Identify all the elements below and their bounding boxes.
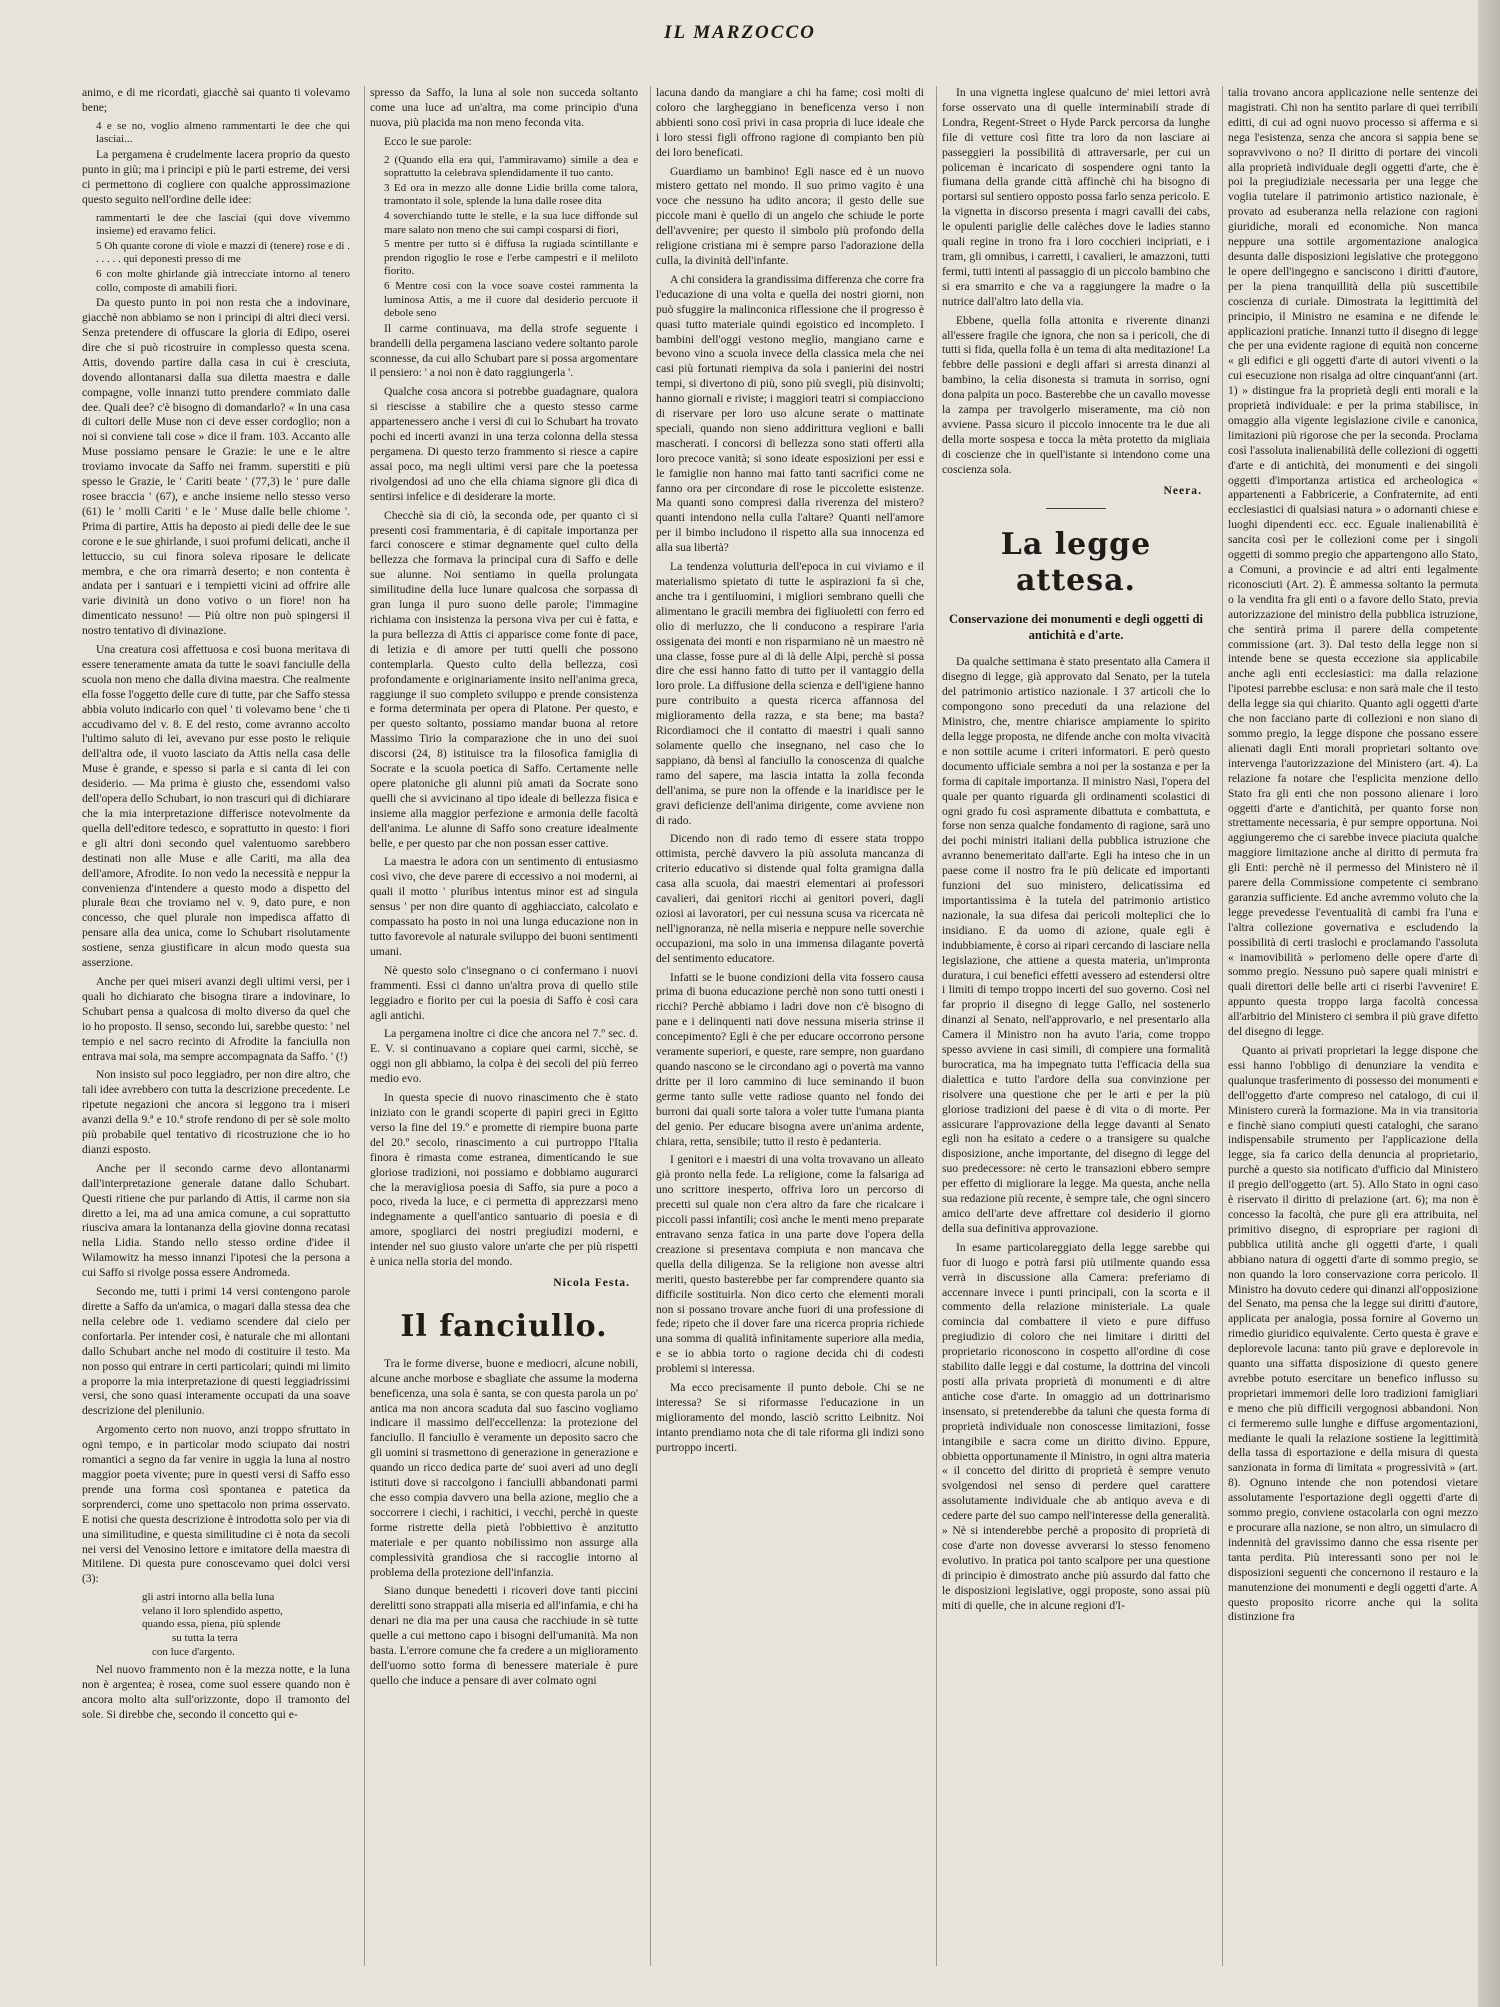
- scan-edge: [1478, 0, 1500, 2007]
- paragraph: Guardiamo un bambino! Egli nasce ed è un nuovo mistero gettato nel mondo. Il suo primo vagito è una voce che nessuno ha udito ancora; il gesto delle sue piccole mani è quello di un angelo che schiude le porte dell'avvenire; per questo il simbolo più profondo della religione cristiana mi è sempre parso l'adorazione della culla, la divinità dell'infante.: [656, 164, 924, 267]
- paragraph: lacuna dando da mangiare a chi ha fame; così molti di coloro che largheggiano in beneficenza verso i non abbienti sono così privi in casa propria di luce ideale che i loro stessi figli offrono ragione di compianto ben più dei loro beneficati.: [656, 86, 924, 159]
- paragraph: talia trovano ancora applicazione nelle sentenze dei magistrati. Chi non ha sentito parlare di quei terribili editti, di cui ad ogni nuovo processo si afferma e si nega l'esistenza, senza che ancora si sappia bene se sopravvivono o no? Il diritto di portare dei vincoli alla proprietà individuale degli oggetti d'arte, che è poi la pregiudiziale necessaria per una legge che voglia tutelare il patrimonio artistico nazionale, è provato ad esuberanza nella relazione con ragioni giuridiche, morali ed economiche. Non manca neppure una sottile argomentazione analogica desunta dalle disposizioni legislative che proteggono le opere dell'ingegno e sanciscono i diritti d'autore, per la piena tranquillità della più suscettibile coscienza di curiale. Dimostrata la legittimità del principio, il Ministro ne esamina e ne difende le applicazioni pratiche. Innanzi tutto il disegno di legge che per una evidente ragione di equità non concerne « gli edifici e gli oggetti d'arte di autori viventi o la cui esecuzione non risalga ad oltre cinquant'anni (art. 1) » distingue fra la proprietà degli enti morali e la proprietà individuale: e per la prima stabilisce, in omaggio alla vigente legislazione civile e canonica, limitazioni più rigorose che per la seconda. Proclama così l'assoluta inalienabilità delle collezioni di oggetti d'arte e di antichità, dei monumenti e dei singoli oggetti d'importanza artistica ed archeologica « appartenenti a Fabbricerie, a Confraternite, ad enti ecclesiastici di qualsiasi natura » o adornanti chiese e luoghi dipendenti ecc. ecc. Eguale inalienabilità è sancita così per le collezioni come per i singoli oggetti di sommo pregio che appartengono allo Stato, a Comuni, a provincie e ad altri enti legalmente riconosciuti (Art. 2). È ammessa soltanto la permuta o la vendita fra gli enti o a favore dello Stato, previa autorizzazione del ministro della pubblica istruzione, che sentirà prima il parere della competente commissione (art. 3). Dal testo della legge non si intende bene se questa eccezione sia applicabile anche agli enti ecclesiastici: ma dalla relazione l'ipotesi parrebbe esclusa: e non sarà male che il testo della legge sia qui chiarito. Quanto agli oggetti d'arte che non facciano parte di collezioni e non siano di sommo pregio, la legge dispone che possano essere alienati dagli Enti morali proprietari soltanto ove intervenga l'autorizzazione del Ministero (art. 4). La relazione fa notare che l'esplicita menzione dello Stato fra gli enti che non possono alienare i loro oggetti d'arte e d'antichità, per quanto forse non strettamente necessaria, è pur sempre opportuna. Noi aggiungeremo che ci sarebbe invece piaciuta qualche maggiore limitazione anche al diritto di permuta fra gli Enti: perchè nè il permesso del Ministero nè il parere della Commissione competente ci sembrano garanzia sufficiente. Ed anche avremmo voluto che la legge prevedesse l'eventualità di cambi fra l'una e l'altra collezione governativa e escludendo la possibilità di certi traslochi e proclamando l'assoluta « inamovibilità » perlomeno delle opere d'arte di sommo pregio. Nessuno può sapere quali ministri e quali direttori delle belle arti ci riserbi l'avvenire! E appunto questa troppo larga facoltà concessa all'arbitrio del Ministero ci sembra il più grave difetto del disegno di legge.: [1228, 86, 1478, 1039]
- verse: 6 Mentre così con la voce soave costei rammenta la luminosa Attis, a me il cuore dal desiderio percuote il debole seno: [384, 279, 638, 320]
- column-rule: [364, 86, 365, 1966]
- verse: 5 Oh quante corone di viole e mazzi di (tenere) rose e di . . . . . . qui deponesti presso di me: [96, 239, 350, 266]
- poem-line: quando essa, piena, più splende: [142, 1618, 281, 1631]
- article-title: Il fanciullo.: [400, 1308, 608, 1344]
- paragraph: Qualche cosa ancora si potrebbe guadagnare, qualora si riescisse a stabilire che a questo stesso carme appartenessero anche i versi di cui lo Schubart ha trovato pochi ed incerti avanzi in una terza colonna della stessa pergamena. Di questo terzo frammento si riesce a capire assai poco, ma negli ultimi versi pare che la poetessa rivolgendosi ad uno che ella chiama signore gli dica di sentirsi infelice e di desiderare la morte.: [370, 385, 638, 503]
- paragraph: Nè questo solo c'insegnano o ci confermano i nuovi frammenti. Essi ci danno un'altra prova di quello stile leggiadro e fiorito per cui la poesia di Saffo è così cara agli antichi.: [370, 963, 638, 1022]
- paragraph: Una creatura così affettuosa e così buona meritava di essere teneramente amata da tutte le soavi fanciulle della scuola non meno che dalla divina maestra. Che realmente ella fosse l'oggetto delle cure di tutte, par che Saffo stessa abbia voluto indicarlo con quel ' ti volevamo bene ' che ti accudivamo del v. 8. E del resto, come avranno accolto l'ultimo saluto di lei, avevano pur esse posto le reliquie dell'altra ode, il vuoto lasciato da Attis nella casa delle Muse è grande, e spesso si parla e si canta di lei con desiderio. — Ma prima è giusto che, essendomi valso dell'opera dello Schubart, io non trascuri qui di dichiarare che la mia interpretazione differisce notevolmente da quella dell'editore tedesco, e soprattutto in questo: i fiori e gli altri doni secondo quel valentuomo sarebbero destinati non alle Muse e alle Cariti, ma alla dea dell'amore, Afrodite. Io non vedo la necessità e neppur la convenienza d'intendere a questo modo a dispetto del plurale θεαι che troviamo nel v. 9, dato pure, e non concesso, che quel plurale non impedisca affatto di pensare alla dea unica, come lo Schubart risolutamente sostiene, senza giustificare in alcun modo questa sua asserzione.: [82, 643, 350, 970]
- paragraph: Da qualche settimana è stato presentato alla Camera il disegno di legge, già approvato dal Senato, per la tutela del patrimonio artistico nazionale. I 37 articoli che lo compongono sono preceduti da una relazione del Ministro, che, mentre chiarisce ampiamente lo spirito della legge proposta, ne difende anche con molta vivacità e non sottile acume i criteri informatori. E però questo documento ufficiale sembra a noi per la sostanza e per la forma di capitale importanza. Il ministro Nasi, l'opera del quale per quanto riguarda gli ordinamenti scolastici di ogni grado fu così aspramente dibattuta e combattuta, e forse non senza qualche fondamento di ragione, sarà uno dei pochi ministri italiani della pubblica istruzione che avranno benemeritato dall'arte. Egli ha inteso che in un paese come il nostro fra le più delicate ed importanti funzioni del suo ministero, delicatissima ed importantissima è la tutela del patrimonio artistico nazionale, la sua difesa dai pericoli molteplici che lo insidiano. E da uomo di azione, quale egli è indubbiamente, è corso ai ripari cercando di lasciare nella legislazione, che attiene a questa materia, un'impronta duratura, i cui benefici effetti avessero ad estendersi oltre i limiti di tempo troppo incerti del suo governo. Così nel far proprio il disegno di legge Gallo, nel sostenerlo dinanzi al Senato, nell'approvarlo, e nel presentarlo alla Camera il Ministro non ha avuto l'aria, come troppo spesso avviene in casi simili, di compiere una formalità burocratica, ma ha impegnato tutta l'efficacia della sua dialettica e tutto l'ardore della sua convinzione per risolvere una questione che per le arti e per la più gloriose tradizioni del paese è di vita o di morte. Per assicurare l'approvazione della legge davanti al Senato egli non ha esitato a cedere o a transigere su qualche disposizione, anche importante, del disegno di legge del suo predecessore: nè certo le transazioni ebbero sempre per effetto di migliorare la legge. Ma questa, anche nella sua redazione più recente, è sempre tale, che ogni sincero amico dell'arte deve affrettare col desiderio il giorno della sua definitiva approvazione.: [942, 655, 1210, 1235]
- paragraph: Infatti se le buone condizioni della vita fossero causa prima di buona educazione perchè non sono tutti onesti i ricchi? Perchè abbiamo i ladri dove non c'è bisogno di pane e i delinquenti nati dove nessuna miseria strinse il concepimento? Egli è che per educare occorrono persone veramente superiori, e queste, rare sempre, non guardano quando nascono se le circondano agi o povertà ma vanno dritte per il loro cammino di luce seminando il buon germe tanto sulle vette radiose quanto nel fondo dei burroni dai quali sorte talora a voler tutte l'umana pianta del genio. Per educare bisogna avere un'anima ardente, chiara, retta, sensibile; tutto il resto è pedanteria.: [656, 970, 924, 1148]
- verse: 6 con molte ghirlande già intrecciate intorno al tenero collo, composte di amabili fiori.: [96, 268, 350, 294]
- paragraph: I genitori e i maestri di una volta trovavano un alleato già pronto nella fede. La religione, come la falsariga ad uno scrittore inesperto, offriva loro un percorso di precetti sul quale non c'era altro da fare che ricalcare i piccoli passi infantili; così anche le menti meno preparate entravano senza fatica in una parte dove l'opera della creazione si presentava compiuta e non mancava che quella della diligenza. Se la religione non avesse altri meriti, questo basterebbe per far comprendere quanto sia difficile sostituirla. Non dico certo che elementi morali non si possano trovare anche fuori di una professione di fede; ripeto che il dover fare una ricerca propria richiede una somma di qualità infinitamente superiore alla media, e se io abbia torto o ragione decida chi di codesti problemi si interessa.: [656, 1153, 924, 1376]
- page-header: IL MARZOCCO: [664, 22, 816, 43]
- paragraph: Siano dunque benedetti i ricoveri dove tanti piccini derelitti sono strappati alla miseria ed all'infamia, e chi ha denari ne dia ma per una causa che racchiude in sè tutte quelle a cui mettono capo i bisogni dell'umanità. Ma non basta. L'errore comune che fa credere a un miglioramento dell'uomo sotto forma di benessere materiale è pure quello che induce a pensare di aver colmato ogni: [370, 1584, 638, 1687]
- paragraph: Da questo punto in poi non resta che a indovinare, giacchè non abbiamo se non i principi di altri dieci versi. Senza pretendere di offuscare la gloria di Edipo, oserei dire che si può ricostruire in complesso questa scena. Attis, dovendo partire dalla casa in cui è cresciuta, dovendo allontanarsi dalla sua diletta maestra e dalle compagne, volle innanzi tutto prendere commiato dalle dee. Quali dee? c'è bisogno di domandarlo? « In una casa di cultori delle Muse non ci deve esser cordoglio; non a noi si conviene tali cose » dice il fram. 103. Accanto alle Muse possiamo pensare le Grazie: le une e le altre troviamo invocate da Saffo nei framm. superstiti e più spesso le Grazie, le ' Cariti beate ' (77,3) le ' pure dalle rosee braccia ' (67), e anche insieme nello stesso verso (61) le ' molli Cariti ' e le ' Muse dalle belle chiome '. Prima di partire, Attis ha deposto ai piedi delle dee le sue corone e le sue ghirlande, i suoi profumi delicati, anche il lettuccio, su cui finora soleva riposare le delicate membra, e che ora rimarrà deserto; e non contenta è andata per i santuari e i tempietti vicini ad offrire alle varie divinità un dono votivo o un fiore! non ha dimenticato nessuno! — Più oltre non può spingersi il nostro tentativo di divinazione.: [82, 296, 350, 638]
- signature: Neera.: [1163, 483, 1202, 497]
- verse: 3 Ed ora in mezzo alle donne Lidie brilla come talora, tramontato il sole, splende la luna dalle rosee dita: [384, 181, 638, 208]
- column-1: [82, 86, 350, 1966]
- column-4: [942, 86, 1210, 1966]
- paragraph: In esame particolareggiato della legge sarebbe qui fuor di luogo e potrà farsi più utilmente quando essa verrà in discussione alla Camera: preferiamo di accennare invece i punti principali, con la scorta e il commento della relazione ministeriale. La quale comincia dal combattere il vieto e pure diffuso pregiudizio di coloro che nei limitare i diritti del proprietario riconoscono in cospetto all'ordine di cose stabilito dalle leggi e dal costume, la dottrina del vincoli posti alla privata proprietà di monumenti e di altre antiche cose d'arte. In omaggio ad un dottrinarismo insensato, si pretenderebbe da taluni che questa forma di proprietà individuale non conoscesse limitazioni, fosse intangibile e sacra come un diritto divino. Eppure, obbietta opportunamente il Ministro, in ogni altra materia « il concetto del diritto di proprietà è sempre venuto svolgendosi nel senso di perdere quel carattere assolutamente individuale che ab antiquo aveva e di cedere parte del suo campo nell'interesse della generalità. » Nè si intenderebbe perchè a proposito di proprietà di cose d'arte non dovesse avverarsi lo stesso fenomeno evolutivo. In pratica poi tanto scalpore per una questione di principio è dimostrato anche più assurdo dal fatto che le disposizioni legislative, oggi proposte, sono assai più miti di quelle, che in alcune regioni d'I-: [942, 1240, 1210, 1612]
- verse: 2 (Quando ella era qui, l'ammiravamo) simile a dea e soprattutto la celebrava splendidamente il tuo canto.: [384, 153, 638, 180]
- column-rule: [936, 86, 937, 1966]
- column-5: [1228, 86, 1478, 1966]
- poem-quote: [82, 1591, 350, 1659]
- verse: rammentarti le dee che lasciai (qui dove vivemmo insieme) ed eravamo felici.: [96, 211, 350, 238]
- paragraph: Nel nuovo frammento non è la mezza notte, e la luna non è argentea; è rosea, come suol essere quando non è ancora molto alta sull'orizzonte, dopo il tramonto del sole. Si direbbe che, secondo il concetto qui e-: [82, 1663, 350, 1721]
- paragraph: Ebbene, quella folla attonita e riverente dinanzi all'essere fragile che ignora, che non sa i pericoli, che di tutti si fida, quella folla è un tema di alta meditazione! La febbre delle passioni e degli affari si arresta dinanzi al bambino, la celia disonesta si tramuta in sorriso, ogni dona palpita un poco. Basterebbe che un cavallo movesse la zampa per travolgerlo miseramente, ma ciò non avviene. Passa sicuro il piccolo innocente tra le due ali della morte sospesa e tocca la mèta protetto da migliaia di coscienze che in quell'istante si intendono come una coscienza sola.: [942, 313, 1210, 476]
- signature: Nicola Festa.: [553, 1275, 630, 1289]
- verse: 5 mentre per tutto si è diffusa la rugiada scintillante e prendon rigoglio le rose e l'erbe campestri e il meliloto fiorito.: [384, 238, 638, 278]
- article-subtitle: Conservazione dei monumenti e degli oggetti di antichità e d'arte.: [949, 612, 1203, 643]
- paragraph: Il carme continuava, ma della strofe seguente i brandelli della pergamena lasciano vedere soltanto parole sconnesse, da cui allo Schubart pare si possa argomentare il pensiero: ' a noi non è dato raggiungerla '.: [370, 321, 638, 380]
- column-rule: [650, 86, 651, 1966]
- paragraph: In una vignetta inglese qualcuno de' miei lettori avrà forse osservato una di quelle interminabili strade di Londra, Regent-Street o Hyde Parck percorsa da lunghe file di vetture così fitte tra loro da non lasciare ai passeggieri la possibilità di attraversarle, per cui un policeman è incaricato di sospendere ogni tanto la fiumana della grande città affinchè chi ha bisogno di portarsi sul sentiero opposto possa farlo senza pericolo. E la vignetta in discorso presenta i magri cavalli dei cabs, le opulenti pariglie delle calèches dove le ladies stanno quali regine in trono fra i loro cocchieri incipriati, e i tram, gli omnibus, i carretti, i cavalieri, le amazzoni, tutti fermi, tutti intenti al passaggio di un piccolo bambino che si era smarrito e che va a raggiungere la madre o la nutrice dall'altro lato della via.: [942, 86, 1210, 308]
- paragraph: Ecco le sue parole:: [384, 134, 472, 148]
- paragraph: La pergamena inoltre ci dice che ancora nel 7.º sec. d. E. V. si continuavano a copiare quei carmi, sicchè, se oggi non gli abbiamo, la colpa è dei secoli del più ferreo medio evo.: [370, 1027, 638, 1086]
- paragraph: Ma ecco precisamente il punto debole. Chi se ne interessa? Se si riformasse l'educazione in un miglioramento del mondo, lasciò scritto Leibnitz. Noi intanto prendiamo nota che di tale riforma gli indizi sono purtroppo incerti.: [656, 1381, 924, 1454]
- paragraph: In questa specie di nuovo rinascimento che è stato iniziato con le grandi scoperte di papiri greci in Egitto verso la fine del 19.º e promette di riempire buona parte del 20.º secolo, rinascimento a cui purtroppo l'Italia finora è rimasta come estranea, dimenticando le sue gloriose tradizioni, noi possiamo e dobbiamo augurarci che la meravigliosa poesia di Saffo, sia pure a poco a poco, riveda la luce, e ci permetta di apprezzarsi meno indegnamente a quell'antico santuario di poesia e di amore, spogliarci dei nostri pregiudizi moderni, e intender nel suo giusto valore un'arte che per più rispetti è unica nella storia del mondo.: [370, 1091, 638, 1269]
- column-3: [656, 86, 924, 1966]
- divider: [1046, 508, 1106, 509]
- paragraph: Checchè sia di ciò, la seconda ode, per quanto ci si presenti così frammentaria, è di capitale importanza per farci conoscere e stimar degnamente quel culto della bellezza che formava la principal cura di Saffo e delle sue alunne. Noi sentiamo in quella prolungata similitudine della luce lunare qualcosa che sorpassa di gran lunga il puro suono delle parole; l'immagine richiama con insistenza la persona viva per cui è fatta, e la pura bellezza di Attis ci apparisce come fonte di pace, di letizia e di amore per tutti quelli che possono contemplarla. Questo culto della bellezza, così profondamente e originariamente insito nell'anima greca, raggiunge il suo completo sviluppo e prende consistenza e forma determinata per opera di Platone. Per questo, e per questo soltanto, possiamo mandar buona al retore Massimo Tirio la comparazione che in uno dei suoi discorsi (24, 8) istituisce tra la filosofica famiglia di Socrate e la scuola poetica di Saffo. Certamente nelle opere platoniche gli alunni più amati da Socrate sono quelli che si avvicinano al tipo ideale di bellezza fisica e insieme alla maggior perfezione e armonia delle facoltà dell'anima. Le alunne di Saffo sono creature idealmente belle, e per questo par che non possan esser cattive.: [370, 508, 638, 850]
- article-title: La legge attesa.: [1000, 527, 1152, 599]
- paragraph: Anche per il secondo carme devo allontanarmi dall'interpretazione generale datane dallo Schubart. Questi ritiene che pur parlando di Attis, il carme non sia diretto a lei, ma ad una amica comune, a cui soprattutto riusciva amara la lontananza della giovine donna recatasi nella Lidia. Stando nello stesso ordine d'idee il Wilamowitz ha messo innanzi l'ipotesi che la persona a cui Saffo si rivolge possa essere Andromeda.: [82, 1161, 350, 1280]
- paragraph: animo, e di me ricordati, giacchè sai quanto ti volevamo bene;: [82, 86, 350, 114]
- column-rule: [1222, 86, 1223, 1966]
- paragraph: A chi considera la grandissima differenza che corre fra l'educazione di una volta e quella dei nostri giorni, non può sfuggire la malinconica riflessione che il progresso è quasi tutto materiale quindi egoistico ed incompleto. I bambini dell'oggi vestono meglio, mangiano carne e bevono vino a scuola invece della classica mela che nei casi più fortunati riempiva da sola i panierini dei nostri tempi, si divertono di più, sono più svegli, più disinvolti; hanno giornali e riviste; i maggiori teatri si compiacciono di riservare per loro uso alcune serate o mattinate speciali, quando non sieno addirittura veglioni e balli mascherati. I concorsi di bellezza sono stati offerti alla loro precoce vanità; si sono ideate esposizioni per essi e le famiglie non hanno mai fatto tanti sacrifici come ne fanno ora per circondare di rose le piccolette esistenze. Ma quanti sono compresi dalla riverenza del mistero? quanti intendono nella culla l'altare? Quanti nell'amore per il bimbo includono il rispetto alla sua innocenza ed alla sua libertà?: [656, 272, 924, 555]
- paragraph: Anche per quei miseri avanzi degli ultimi versi, per i quali ho dichiarato che bisogna tirare a indovinare, lo Schubart pensa a qualcosa di molto diverso da quel che io ho proposto. Il senso, secondo lui, sarebbe questo: ' nel tempio e nel sacro recinto di Afrodite la fanciulla non entrava mai sola, ma sempre accompagnata da Saffo. ' (!): [82, 974, 350, 1063]
- paragraph: Quanto ai privati proprietari la legge dispone che essi hanno l'obbligo di denunziare la vendita e qualunque trasferimento di possesso dei monumenti e dell'oggetto d'arte compreso nel catalogo, di cui il Ministero curerà la formazione. Ma in via transitoria e finchè siano compiuti questi cataloghi, che sarano indispensabile strumento per l'applicazione della legge, sia fa carico della denuncia al proprietario, purchè a questo sia notificato d'ufficio dal Ministero il pregio dell'oggetto (art. 5). Allo Stato in ogni caso è riservato il diritto di prelazione (art. 6); ma non è concesso la facoltà, che pure gli era attribuita, nel primitivo disegno, di espropriare per ragioni di pubblica utilità anche gli oggetti d'arte, i quali abbiano natura di oggetti d'arte di sommo pregio, se non quando la loro conservazione corra pericolo. Il Ministro ha dovuto cedere qui dinanzi all'opposizione del Senato, ma pensa che la legge sui diritti d'autore, applicata per analogia, possa fornire al Governo un rimedio giuridico equivalente. Certo questa è grave e deplorevole lacuna: tanto più grave e deplorevole in quanto una siffatta disposizione di questo genere avrebbe potuto esercitare un benefico influsso su proprietari immemori delle loro tradizioni famigliari e meno che più difficili vergognosi abbandoni. Non ci fermeremo sulle lunghe e diffuse argomentazioni, mediante le quali la relazione sostiene la legittimità della tassa di esportazione e della misura di questa sanzionata in forma di limitata « progressività » (art. 8). Ognuno intende che non potendosi vietare assolutamente l'esportazione degli oggetti d'arte di sommo pregio, conviene ostacolarla con ogni mezzo e procurare alla nazione, se non altro, un simulacro di indennità del gravissimo danno che essa risente per tanta perdita. Più interessanti sono per noi le disposizioni seguenti che concernono il restauro e la manutenzione dei monumenti e degli oggetti d'arte. A questo proposito ricorre anche qui la solita distinzione fra: [1228, 1044, 1478, 1624]
- paragraph: Non insisto sul poco leggiadro, per non dire altro, che tali idee avrebbero con tutta la descrizione precedente. Le ripetute negazioni che ancora si leggono tra i miseri avanzi della 9.ª e 10.ª strofe rendono di per sè sole molto più probabile quel tentativo di ricostruzione che io ho dianzi esposto.: [82, 1068, 350, 1156]
- poem-line: velano il loro splendido aspetto,: [142, 1604, 283, 1617]
- verse: 4 e se no, voglio almeno rammentarti le dee che qui lasciai...: [96, 119, 350, 146]
- column-2: [370, 86, 638, 1966]
- poem-line: gli astri intorno alla bella luna: [142, 1591, 275, 1604]
- paragraph: La tendenza volutturia dell'epoca in cui viviamo e il materialismo spietato di tutte le aspirazioni fa sì che, anche tra i gentiluomini, i migliori sembrano quelli che alimentano le gracili membra dei figliuoletti con ferro ed olio di merluzzo, che li conducono a respirare l'aria ossigenata dei monti e non risparmiano nè un maestro nè una classe, fosse pure al di là delle Alpi, perchè si possa dire che essi hanno fatto di tutto per il vantaggio della loro prole. La diffusione della scienza e dell'igiene hanno pure contribuito a questa ricerca affannosa del miglioramento della razza, e sta bene; ma basta? Ricordiamoci che il contatto di maestri i quali sanno solamente quello che insegnano, nel caso che lo sappiano, dà bensì al fanciullo la conoscenza di qualche ramo del sapere, ma lascia intatta la zolla feconda dell'anima, se pure non la offende e la inaridisce per le gravi deficienze dell'anima dirigente, come avviene non di rado.: [656, 560, 924, 827]
- verse: 4 soverchiando tutte le stelle, e la sua luce diffonde sul mare salato non meno che sui campi cosparsi di fiori,: [384, 210, 638, 236]
- paragraph: La maestra le adora con un sentimento di entusiasmo così vivo, che deve parere di eccessivo a noi moderni, ai quali il motto ' pluribus intentus minor est ad singula sensus ' per non dire quanto di agghiacciato, calcolato e compassato ha posto in noi una lunga educazione non in tutto favorevole al naturale sviluppo dei buoni sentimenti umani.: [370, 855, 638, 958]
- paragraph: La pergamena è crudelmente lacera proprio da questo punto in giù; ma i principi e più le parti estreme, dei versi ci permettono di cogliere con qualche approssimazione questo seguito nell'ordine delle idee:: [82, 148, 350, 206]
- paragraph: Dicendo non di rado temo di essere stata troppo ottimista, perchè davvero la più assoluta mancanza di criterio educativo si distende qual folta gramigna dalla casa alla scuola, dai maestri elementari ai professori cavalieri, dai genitori ricchi ai genitori poveri, dagli oziosi ai lavoratori, per cui nessuna scusa va ricercata nè nell'ignoranza, nè nella miseria e neppure nelle soverchie occupazioni, ma solo in una immensa dilagante povertà del sentimento educatore.: [656, 832, 924, 965]
- paragraph: Tra le forme diverse, buone e mediocri, alcune nobili, alcune anche morbose e sbagliate che assume la moderna beneficenza, una sola è santa, se con questa parola un po' antica ma non ancora scaduta dal suo fascino vogliamo indicare il massimo dell'eccellenza: la protezione del fanciullo. Il fanciullo è veramente un deposito sacro che gli uomini si trasmettono di generazione in generazione e quando un ricco dedica parte de' suoi averi ad uno degli istituti dove si raccolgono i fanciulli abbandonati parmi che esso compia davvero una bella azione, meglio che a soccorrere i ciechi, i rachitici, i vecchi, perchè in queste forme ristrette della pietà l'obbiettivo è anzitutto materiale e per quanto nobilissimo non assurge alla complessività grandiosa che si raccoglie intorno al problema della protezione dell'infanzia.: [370, 1356, 638, 1579]
- poem-line: su tutta la terra: [172, 1632, 238, 1644]
- paragraph: Secondo me, tutti i primi 14 versi contengono parole dirette a Saffo da un'amica, o magari dalla stessa dea che nella celebre ode 1. vediamo scendere dal cielo per confortarla. Per intender così, è naturale che mi allontani dallo Schubart anche nel modo di costituire il testo. Ma non posso qui entrare in certi particolari; quindi mi limito a proporre la mia interpretazione di questi leggiadrissimi versi, che sono quasi interamente occupati da una soave descrizione del plenilunio.: [82, 1285, 350, 1418]
- paragraph: spresso da Saffo, la luna al sole non succeda soltanto come una luce ad un'altra, ma come principio d'una nuova, più placida ma non meno feconda vita.: [370, 86, 638, 129]
- paragraph: Argomento certo non nuovo, anzi troppo sfruttato in ogni tempo, e in particolar modo sciupato dai nostri romantici a segno da far venire in uggia la luna al nostro maggior poeta vivente; pure in questi versi di Saffo esso prende una forma così spontanea e patetica da sorprenderci, come uno spettacolo non prima osservato. E notisi che questa descrizione è introdotta solo per via di una similitudine, e questa similitudine ci è nota da secoli nei versi del Venosino lettore e imitatore della maestra di Mitilene. Di questa pure conoscevamo quei dolci versi (3):: [82, 1423, 350, 1586]
- poem-line: con luce d'argento.: [152, 1645, 235, 1658]
